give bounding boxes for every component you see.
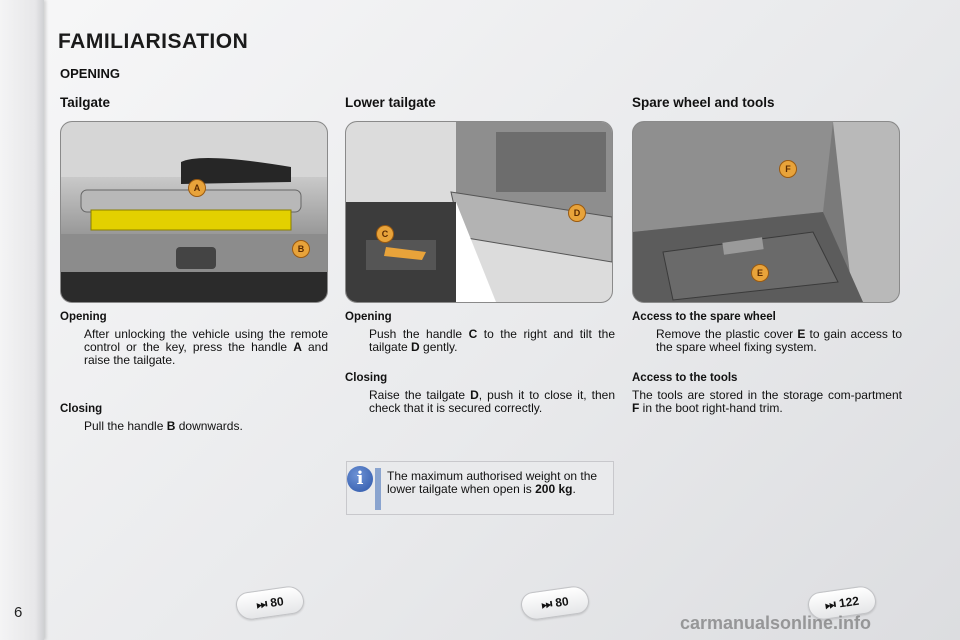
tools-access-text: The tools are stored in the storage com-partment F in the boot right-hand trim. <box>632 388 902 415</box>
tailgate-column <box>60 95 328 433</box>
tailgate-heading: Tailgate <box>60 95 111 110</box>
bullet-icon <box>60 420 84 421</box>
marker-A: A <box>188 179 206 197</box>
page-ref-link[interactable]: ⏭ 80 <box>234 584 305 621</box>
spare-wheel-access <box>632 311 902 354</box>
lower-tailgate-closing <box>345 372 615 415</box>
tools-access <box>632 372 902 415</box>
lower-tailgate-opening-title: Opening <box>345 311 392 323</box>
lower-tailgate-opening <box>345 311 615 354</box>
tailgate-illustration <box>61 122 327 302</box>
lower-tailgate-photo <box>345 121 613 303</box>
tools-access-title: Access to the tools <box>632 372 738 384</box>
info-text: The maximum authorised weight on the lower tailgate when open is 200 kg. <box>387 469 598 496</box>
marker-E: E <box>751 264 769 282</box>
page-ref-link[interactable]: ⏭ 80 <box>519 584 590 621</box>
bullet-icon <box>345 389 369 390</box>
spare-wheel-access-title: Access to the spare wheel <box>632 311 776 323</box>
page-title: FAMILIARISATION <box>58 30 249 53</box>
marker-B: B <box>292 240 310 258</box>
lower-tailgate-opening-text: Push the handle C to the right and tilt the tailgate D gently. <box>369 327 615 354</box>
bullet-icon <box>345 328 369 329</box>
marker-C: C <box>376 225 394 243</box>
spare-wheel-heading: Spare wheel and tools <box>632 95 775 110</box>
tailgate-closing-text: Pull the handle B downwards. <box>84 419 243 433</box>
spare-wheel-column <box>632 95 902 415</box>
info-icon: i <box>347 466 373 492</box>
page-margin-strip <box>0 0 44 640</box>
lower-tailgate-heading: Lower tailgate <box>345 95 436 110</box>
page-ref-link[interactable]: ⏭ 122 <box>806 584 877 621</box>
tailgate-closing <box>60 403 328 433</box>
tailgate-opening <box>60 311 328 367</box>
tailgate-opening-text: After unlocking the vehicle using the remote control or the key, press the handle A and raise the tailgate. <box>84 327 328 367</box>
tailgate-opening-title: Opening <box>60 311 107 323</box>
page-number: 6 <box>14 604 23 621</box>
bullet-icon <box>60 328 84 329</box>
watermark: carmanualsonline.info <box>680 613 872 633</box>
spare-wheel-photo <box>632 121 900 303</box>
lower-tailgate-closing-text: Raise the tailgate D, push it to close it, then check that it is secured correctly. <box>369 388 615 415</box>
marker-F: F <box>779 160 797 178</box>
section-title: OPENING <box>60 66 120 81</box>
spare-wheel-access-text: Remove the plastic cover E to gain access to the spare wheel fixing system. <box>656 327 902 354</box>
tailgate-photo <box>60 121 328 303</box>
tailgate-closing-title: Closing <box>60 403 103 415</box>
info-note <box>346 461 614 515</box>
bullet-icon <box>632 328 656 329</box>
lower-tailgate-closing-title: Closing <box>345 372 388 384</box>
info-stripe <box>375 468 381 510</box>
lower-tailgate-column <box>345 95 615 415</box>
marker-D: D <box>568 204 586 222</box>
